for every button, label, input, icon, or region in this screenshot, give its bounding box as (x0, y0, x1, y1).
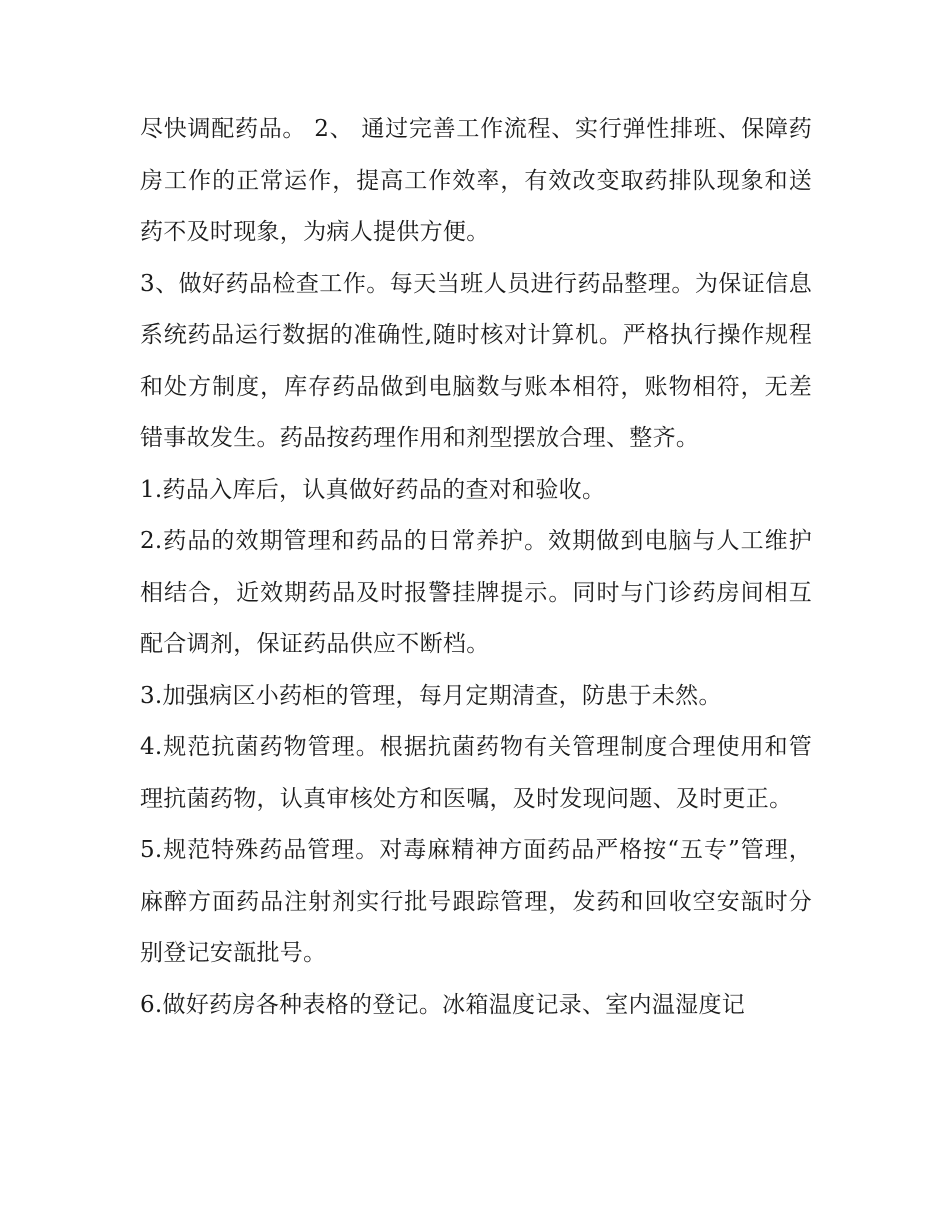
paragraph-5: 3.加强病区小药柜的管理，每月定期清查，防患于未然。 (140, 682, 722, 709)
paragraph-1: 尽快调配药品。 2、 通过完善工作流程、实行弹性排班、保障药房工作的正常运作，提高工作效率，有效改变取药排队现象和送药不及时现象，为病人提供方便。 (140, 116, 812, 245)
paragraph-7: 5.规范特殊药品管理。对毒麻精神方面药品严格按“五专”管理，麻醉方面药品注射剂实行批号跟踪管理，发药和回收空安瓿时分别登记安瓿批号。 (140, 837, 812, 966)
document-body (140, 104, 812, 1031)
paragraph-2: 3、做好药品检查工作。每天当班人员进行药品整理。为保证信息系统药品运行数据的准确性,随时核对计算机。严格执行操作规程和处方制度，库存药品做到电脑数与账本相符，账物相符，无差错事故发生。药品按药理作用和剂型摆放合理、整齐。 (140, 270, 812, 451)
paragraph-3: 1.药品入库后，认真做好药品的查对和验收。 (140, 476, 606, 503)
paragraph-6: 4.规范抗菌药物管理。根据抗菌药物有关管理制度合理使用和管理抗菌药物，认真审核处方和医嘱，及时发现问题、及时更正。 (140, 734, 812, 812)
paragraph-4: 2.药品的效期管理和药品的日常养护。效期做到电脑与人工维护相结合，近效期药品及时报警挂牌提示。同时与门诊药房间相互配合调剂，保证药品供应不断档。 (140, 528, 812, 657)
paragraph-8: 6.做好药房各种表格的登记。冰箱温度记录、室内温湿度记 (140, 991, 746, 1018)
